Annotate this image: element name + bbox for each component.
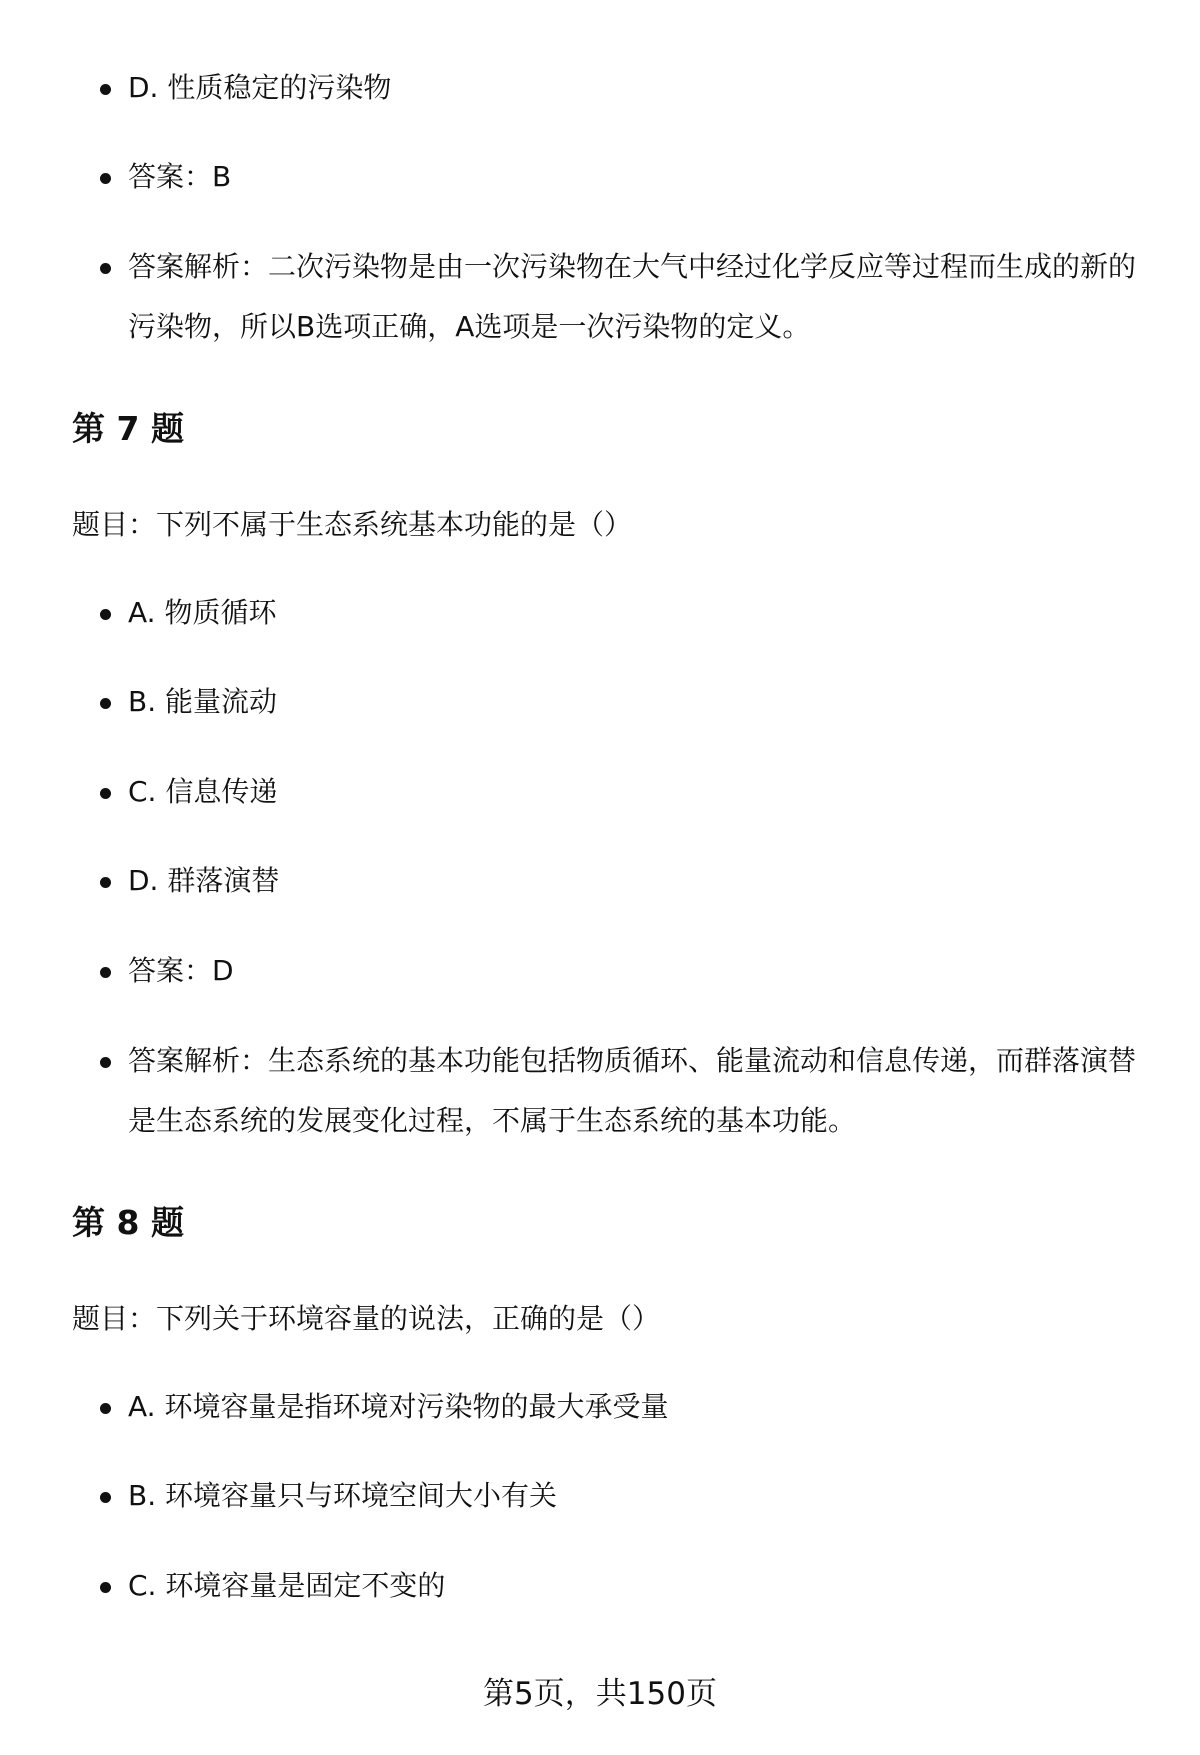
q7-option-c: C. 信息传递: [128, 762, 1148, 822]
q7-explanation: 答案解析：生态系统的基本功能包括物质循环、能量流动和信息传递，而群落演替是生态系统的发展变化过程，不属于生态系统的基本功能。: [128, 1031, 1148, 1151]
q7-heading: 第 7 题: [72, 409, 184, 448]
q8-stem: 题目：下列关于环境容量的说法，正确的是（）: [72, 1302, 661, 1335]
q8-option-a: A. 环境容量是指环境对污染物的最大承受量: [128, 1377, 1148, 1437]
q8-option-b: B. 环境容量只与环境空间大小有关: [128, 1466, 1148, 1526]
q7-option-a: A. 物质循环: [128, 583, 1148, 643]
q6-explanation: 答案解析：二次污染物是由一次污染物在大气中经过化学反应等过程而生成的新的污染物，所以B选项正确，A选项是一次污染物的定义。: [128, 237, 1148, 357]
q7-option-d: D. 群落演替: [128, 851, 1148, 911]
page-number-footer: 第5页，共150页: [483, 1676, 717, 1712]
q7-option-b: B. 能量流动: [128, 672, 1148, 732]
q7-stem: 题目：下列不属于生态系统基本功能的是（）: [72, 508, 633, 541]
q6-answer: 答案：B: [128, 147, 1148, 207]
q8-option-c: C. 环境容量是固定不变的: [128, 1556, 1148, 1616]
q8-heading: 第 8 题: [72, 1203, 184, 1242]
q6-option-d: D. 性质稳定的污染物: [128, 58, 1148, 118]
q7-answer: 答案：D: [128, 941, 1148, 1001]
